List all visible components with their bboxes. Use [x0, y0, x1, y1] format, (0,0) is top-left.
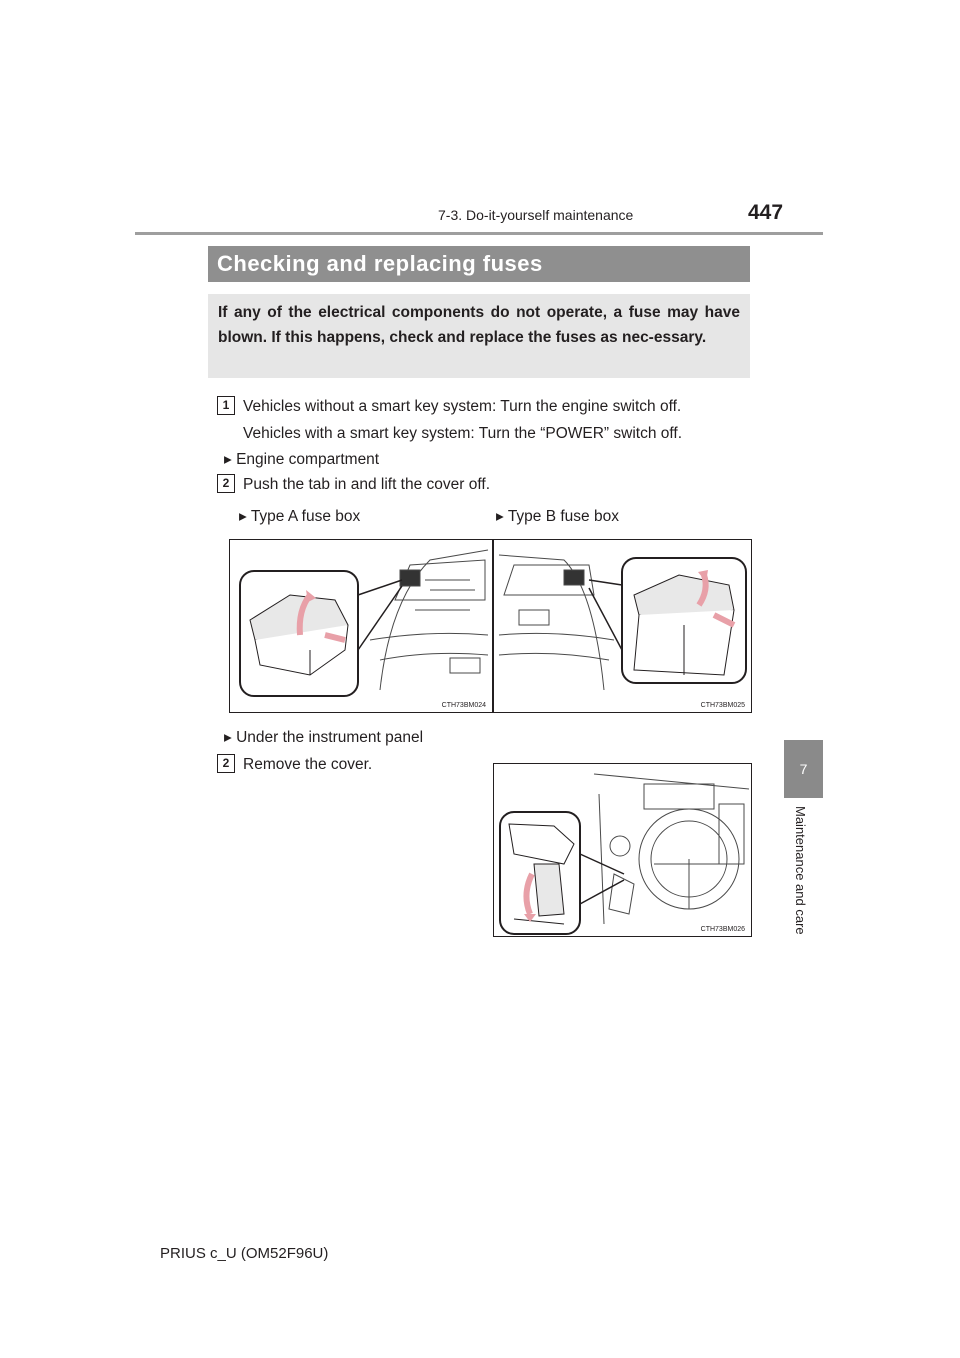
figure-code-a: CTH73BM024 — [441, 702, 486, 709]
step-1-line-2: Vehicles with a smart key system: Turn the “POWER” switch off. — [243, 425, 683, 442]
step-1-number: 1 — [217, 396, 235, 415]
instrument-panel-heading: Under the instrument panel — [236, 729, 424, 746]
chapter-title: Maintenance and care — [793, 806, 808, 935]
section-header: 7-3. Do-it-yourself maintenance — [438, 207, 634, 223]
page-title: Checking and replacing fuses — [217, 251, 543, 276]
type-a-label: Type A fuse box — [250, 508, 361, 525]
type-b-illustration — [494, 540, 751, 712]
bullet-type-a — [239, 507, 360, 526]
step-2-number: 2 — [217, 474, 235, 493]
step-2-text: Push the tab in and lift the cover off. — [243, 476, 491, 493]
figure-code-c: CTH73BM026 — [700, 926, 745, 933]
step-2b-text: Remove the cover. — [243, 756, 373, 773]
instrument-panel-illustration — [494, 764, 751, 936]
header-rule — [135, 232, 823, 235]
figure-instrument-panel — [493, 763, 752, 937]
chapter-tab: 7 — [784, 740, 823, 798]
bullet-type-b — [496, 507, 619, 526]
triangle-bullet-icon: ▸ — [224, 729, 232, 746]
figure-type-a-fuse-box — [229, 539, 493, 713]
bullet-engine-compartment — [224, 450, 379, 469]
triangle-bullet-icon: ▸ — [496, 508, 504, 525]
intro-text: If any of the electrical components do not operate, a fuse may have blown. If this happens, check and replace the fuses as nec-essary. — [218, 304, 740, 346]
footer-model: PRIUS c_U (OM52F96U) — [160, 1245, 329, 1262]
figure-code-b: CTH73BM025 — [700, 702, 745, 709]
triangle-bullet-icon: ▸ — [224, 451, 232, 468]
figure-type-b-fuse-box — [493, 539, 752, 713]
bullet-instrument-panel — [224, 728, 423, 747]
triangle-bullet-icon: ▸ — [239, 508, 247, 525]
page-number: 447 — [748, 201, 784, 224]
step-2b-number: 2 — [217, 754, 235, 773]
type-a-illustration — [230, 540, 492, 712]
engine-compartment-heading: Engine compartment — [236, 451, 380, 468]
step-1-line-1: Vehicles without a smart key system: Turn the engine switch off. — [243, 398, 682, 415]
type-b-label: Type B fuse box — [507, 508, 619, 525]
